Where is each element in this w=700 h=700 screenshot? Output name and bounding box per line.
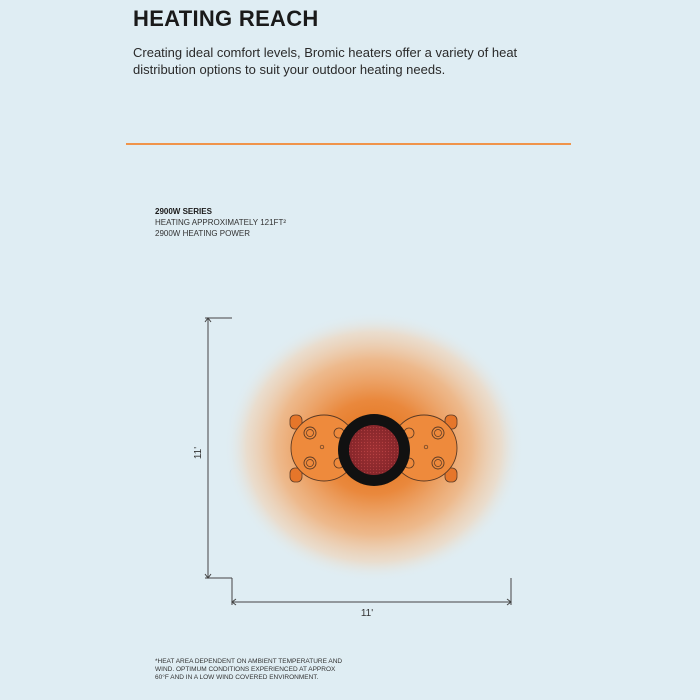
heater-emitter xyxy=(338,414,410,486)
height-label: 11' xyxy=(193,446,204,460)
width-dimension xyxy=(232,578,511,605)
heater-unit xyxy=(290,414,457,486)
width-label: 11' xyxy=(360,608,374,619)
series-name: 2900W SERIES xyxy=(155,207,212,216)
page-title: HEATING REACH xyxy=(133,6,319,31)
series-power: 2900W HEATING POWER xyxy=(155,229,250,238)
series-area: HEATING APPROXIMATELY 121FT² xyxy=(155,218,286,227)
intro-text: Creating ideal comfort levels, Bromic heaters offer a variety of heat distribution options to suit your outdoor heating needs. xyxy=(133,45,518,77)
footnote: *HEAT AREA DEPENDENT ON AMBIENT TEMPERATURE AND WIND. OPTIMUM CONDITIONS EXPERIENCED AT APPROX 60°F AND IN A LOW WIND COVERED ENVIRONMENT. xyxy=(155,658,343,681)
